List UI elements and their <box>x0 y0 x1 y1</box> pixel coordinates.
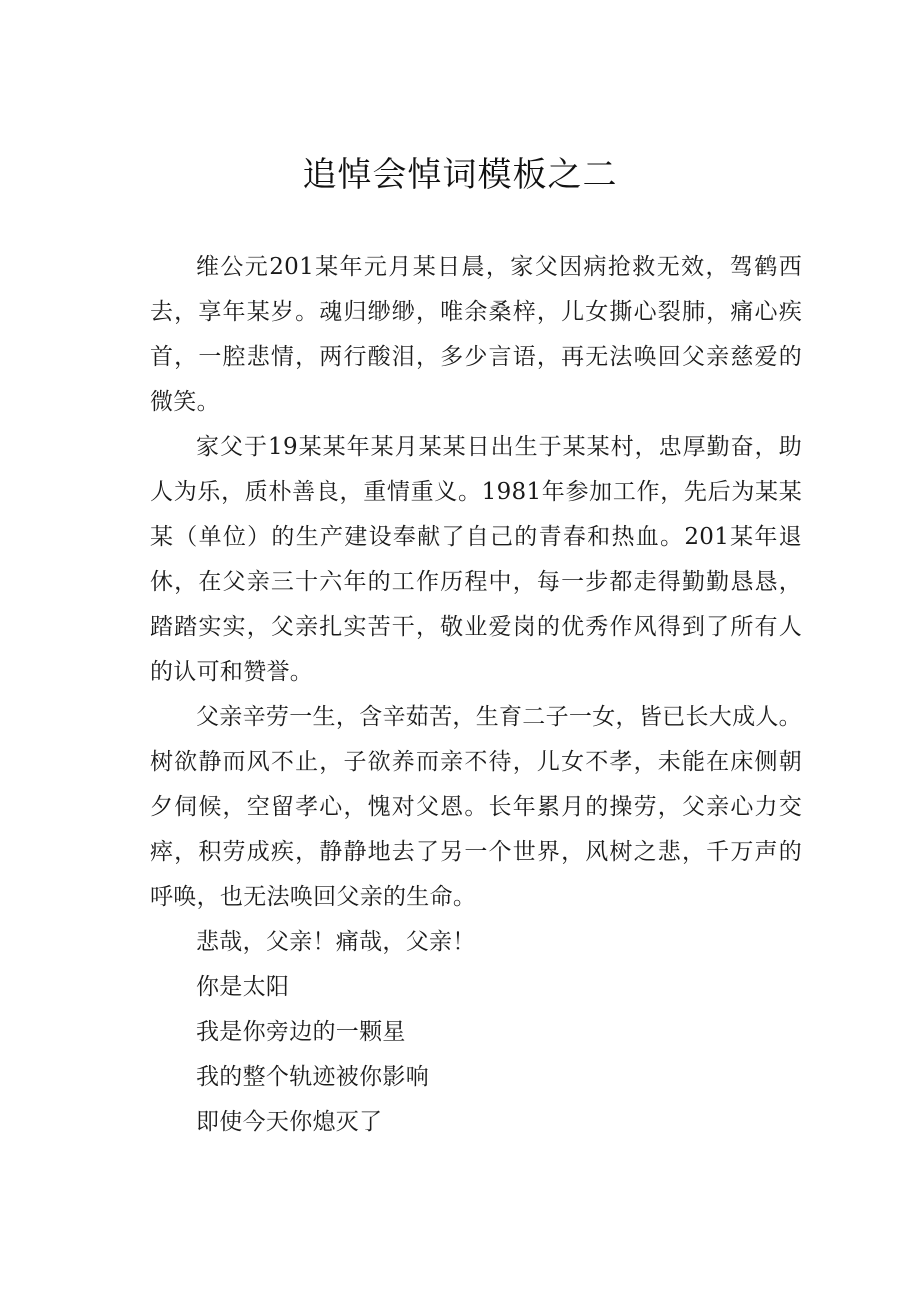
paragraph-life-work: 家父于19某某年某月某某日出生于某某村，忠厚勤奋，助人为乐，质朴善良，重情重义。1981年参加工作，先后为某某某（单位）的生产建设奉献了自己的青春和热血。201某年退休，在父亲三十六年的工作历程中，每一步都走得勤勤恳恳，踏踏实实，父亲扎实苦干，敬业爱岗的优秀作风得到了所有人的认可和赞誉。 <box>150 434 802 685</box>
document-body <box>150 245 802 1145</box>
verse-line: 你是太阳 <box>196 974 290 1000</box>
paragraph-death-notice: 维公元201某年元月某日晨，家父因病抢救无效，驾鹤西去，享年某岁。魂归缈缈，唯余桑梓，儿女撕心裂肺，痛心疾首，一腔悲情，两行酸泪，多少言语，再无法唤回父亲慈爱的微笑。 <box>150 254 802 415</box>
verse-line: 我是你旁边的一颗星 <box>196 1019 406 1045</box>
verse-line: 即使今天你熄灭了 <box>196 1109 383 1135</box>
verse-line: 悲哉，父亲！痛哉，父亲！ <box>196 929 476 955</box>
verse-line: 我的整个轨迹被你影响 <box>196 1064 429 1090</box>
paragraph-family: 父亲辛劳一生，含辛茹苦，生育二子一女，皆已长大成人。树欲静而风不止，子欲养而亲不待，儿女不孝，未能在床侧朝夕伺候，空留孝心，愧对父恩。长年累月的操劳，父亲心力交瘁，积劳成疾，静静地去了另一个世界，风树之悲，千万声的呼唤，也无法唤回父亲的生命。 <box>150 704 802 910</box>
document-title: 追悼会悼词模板之二 <box>302 155 618 195</box>
